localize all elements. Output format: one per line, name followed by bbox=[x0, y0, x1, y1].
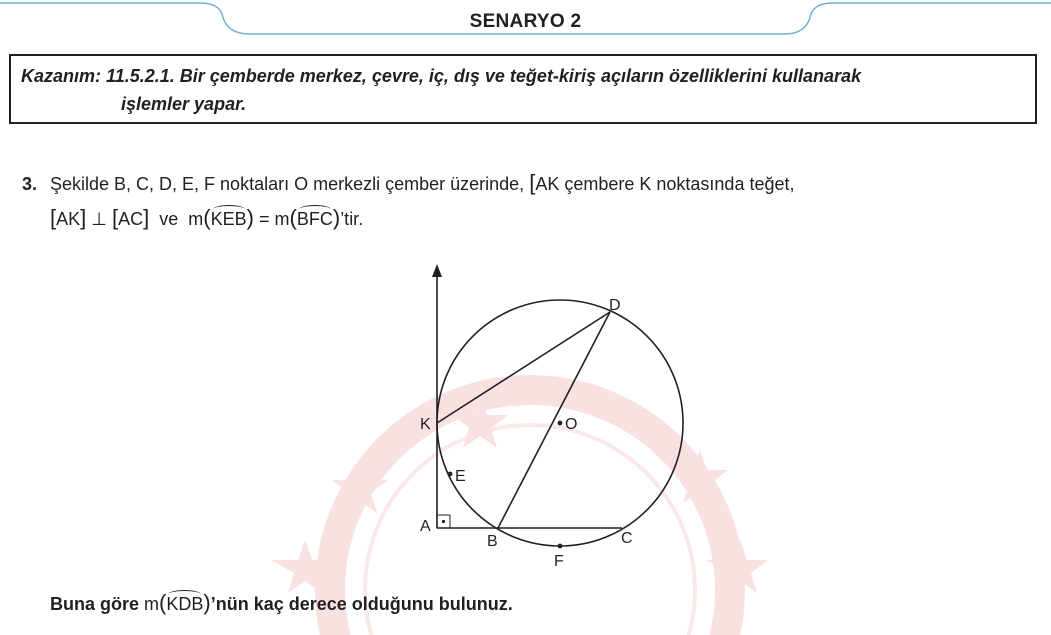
question-text-a: Şekilde B, C, D, E, F noktaları O merkezli çember üzerinde, bbox=[50, 174, 525, 194]
label-b: B bbox=[487, 533, 498, 550]
question-number: 3. bbox=[22, 174, 38, 194]
question-suffix: ’tir. bbox=[340, 209, 364, 229]
question-text-b: çembere K noktasında teğet, bbox=[564, 174, 795, 194]
prompt-prefix: Buna göre bbox=[50, 594, 140, 614]
ray-arrowhead-icon bbox=[432, 264, 442, 277]
prompt-m: m bbox=[144, 594, 160, 614]
label-k: K bbox=[420, 416, 431, 433]
point-o bbox=[558, 421, 563, 426]
segment-ac: AC bbox=[118, 209, 144, 229]
objective-line-1: Kazanım: 11.5.2.1. Bir çemberde merkez, çevre, iç, dış ve teğet-kiriş açıların özelliklerini kullanarak bbox=[21, 66, 862, 86]
arc-bfc: BFC bbox=[296, 209, 333, 229]
perp-symbol: ⊥ bbox=[91, 209, 107, 229]
label-f: F bbox=[554, 553, 564, 570]
question-prompt: Buna göre m(KDB)’nün kaç derece olduğunu bulunuz. bbox=[50, 590, 513, 615]
segment-ak: AK bbox=[56, 209, 81, 229]
measure-m1: m bbox=[188, 209, 204, 229]
point-f bbox=[558, 544, 563, 549]
label-a: A bbox=[420, 518, 431, 535]
prompt-suffix: ’nün kaç derece olduğunu bulunuz. bbox=[210, 594, 513, 614]
angle-kdb: KDB bbox=[166, 594, 204, 614]
label-e: E bbox=[455, 468, 466, 485]
point-e bbox=[448, 472, 453, 477]
scenario-title: SENARYO 2 bbox=[469, 11, 582, 32]
ray-bracket: [ bbox=[529, 170, 536, 195]
label-c: C bbox=[621, 530, 633, 547]
label-d: D bbox=[609, 297, 621, 314]
right-angle-dot bbox=[442, 520, 445, 523]
equals-sign: = bbox=[259, 209, 270, 229]
ray-label: AK bbox=[535, 174, 560, 194]
label-o: O bbox=[565, 416, 578, 433]
chord-bd bbox=[498, 312, 610, 528]
arc-keb: KEB bbox=[210, 209, 247, 229]
objective-line-2: işlemler yapar. bbox=[121, 94, 247, 114]
and-word: ve bbox=[159, 209, 179, 229]
measure-m2: m bbox=[274, 209, 290, 229]
question-line-2: [AK] ⊥ [AC] ve m(KEB) = m(BFC)’tir. bbox=[50, 205, 364, 230]
